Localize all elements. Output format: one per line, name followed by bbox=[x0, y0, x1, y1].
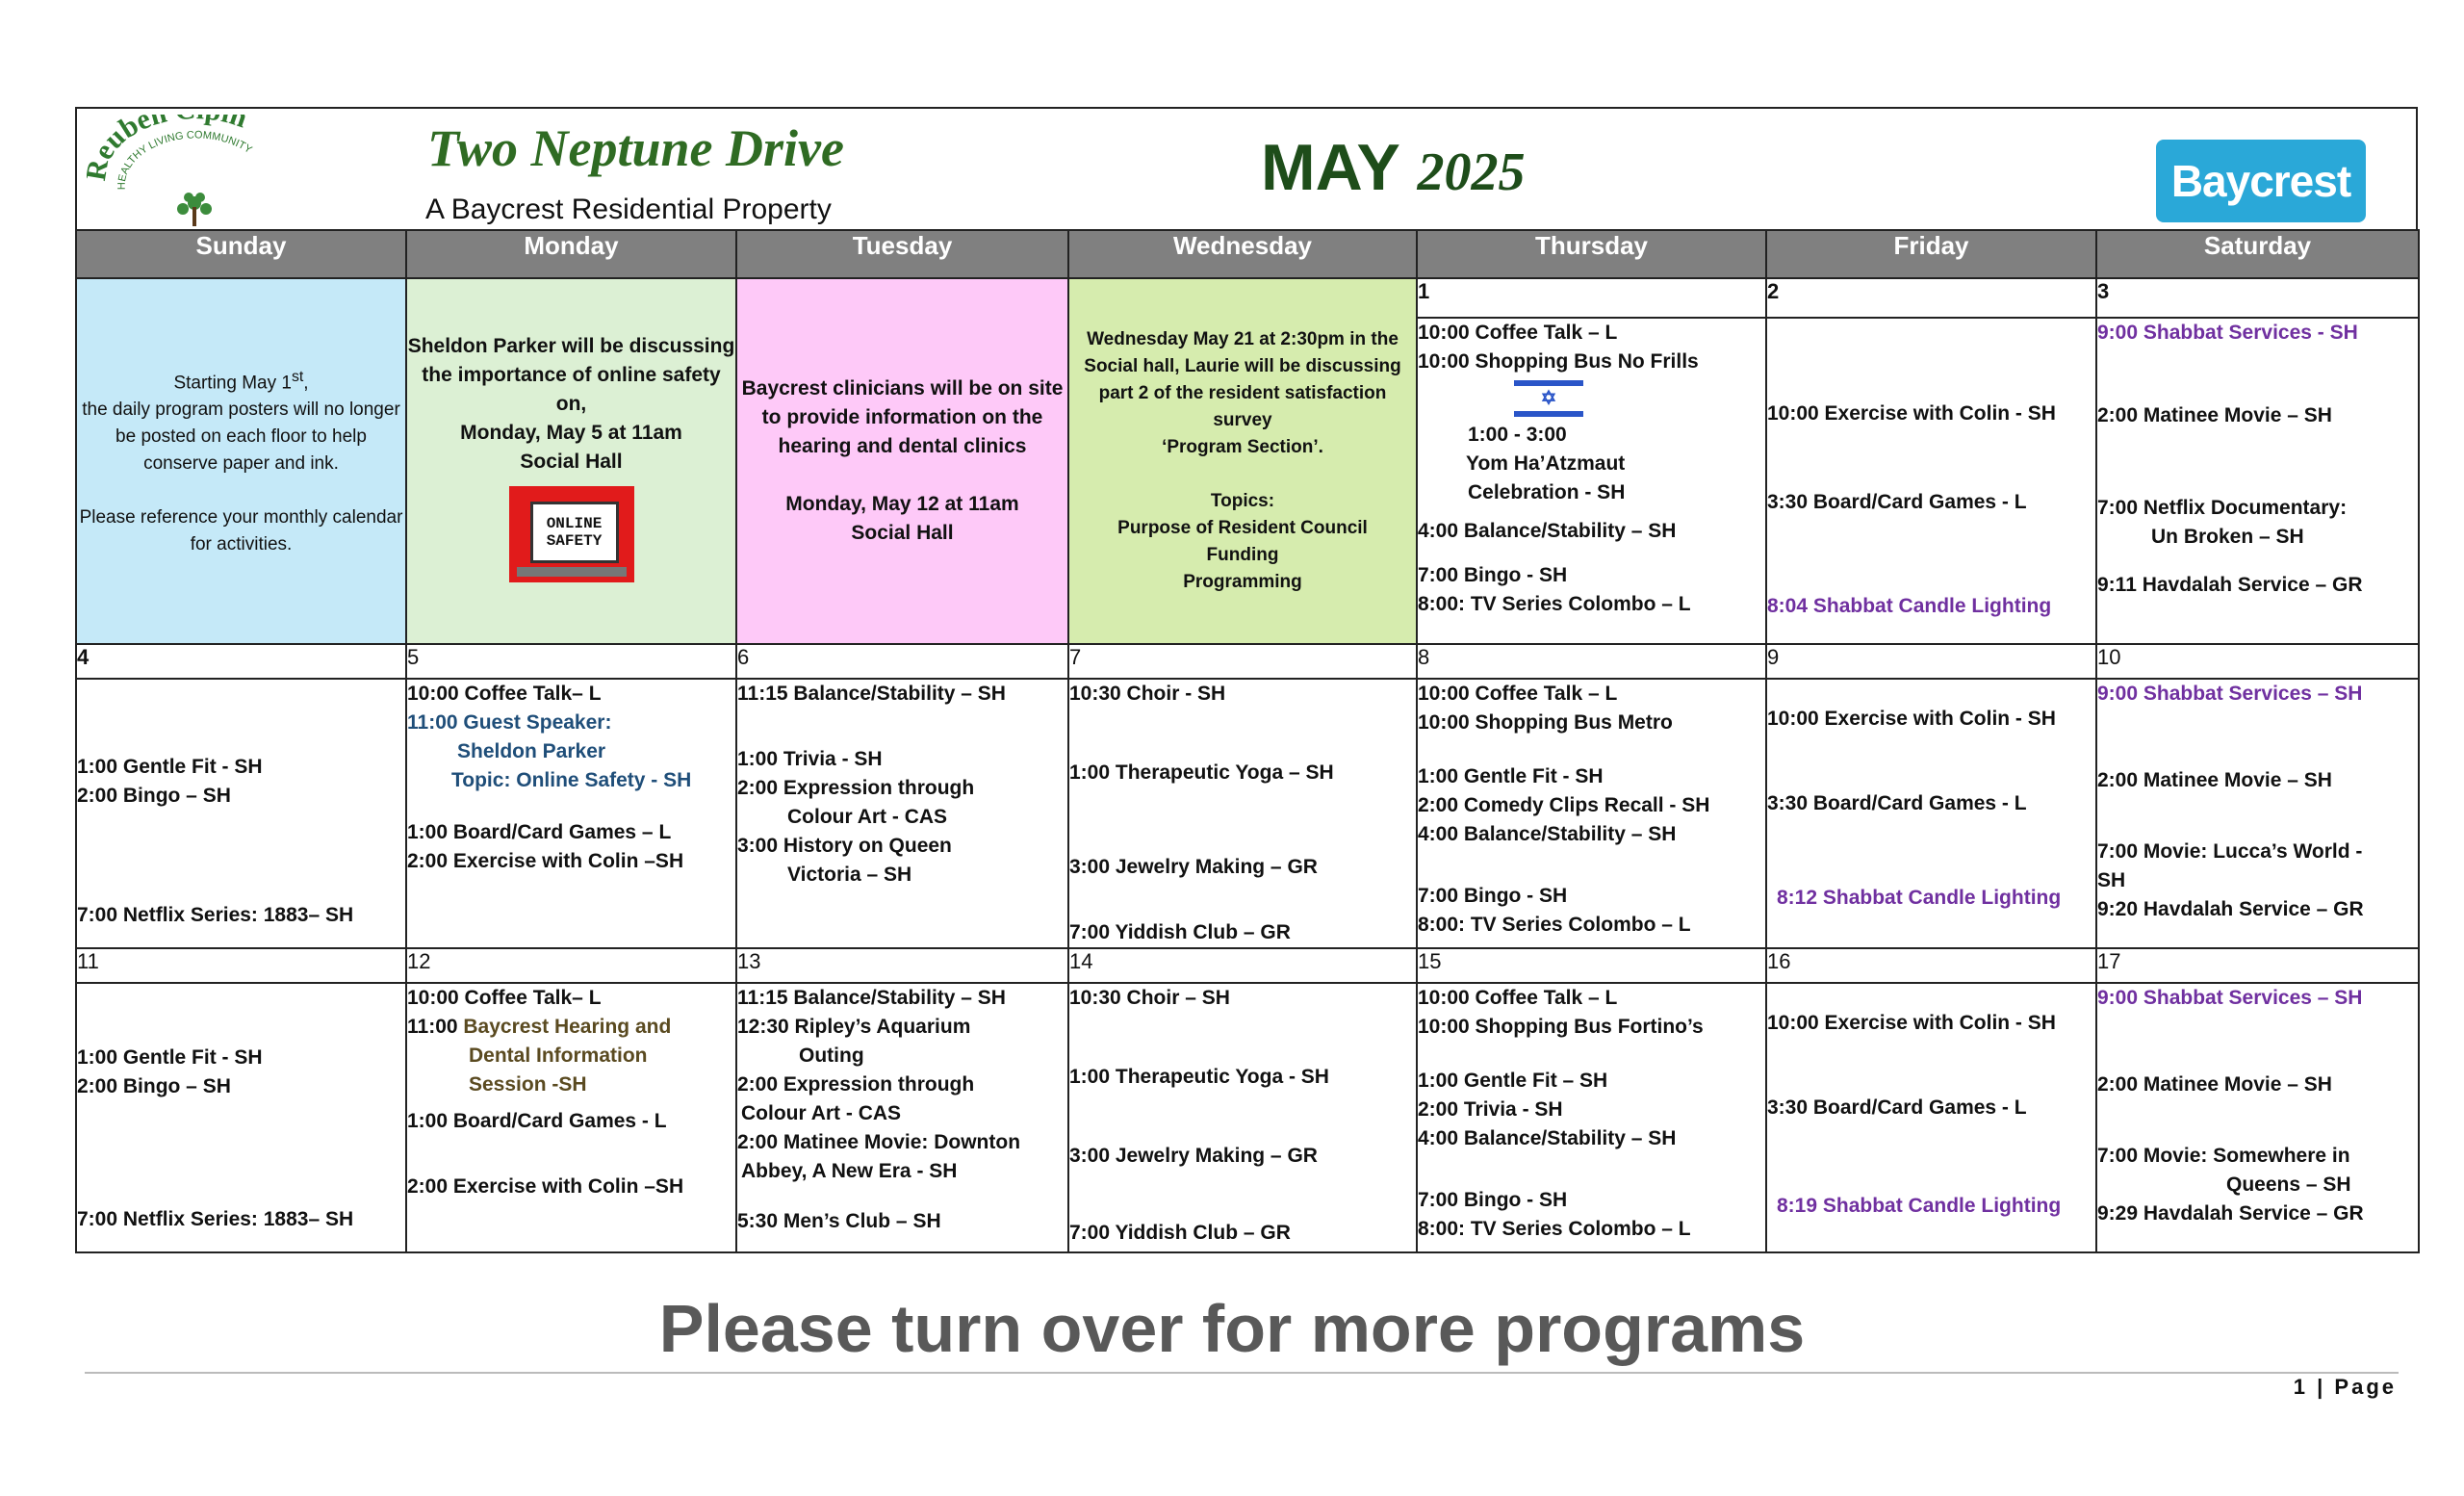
event: 7:00 Yiddish Club – GR bbox=[1069, 1222, 1291, 1244]
event: 8:04 Shabbat Candle Lighting bbox=[1767, 595, 2052, 618]
event: 3:00 Jewelry Making – GR bbox=[1069, 1145, 1318, 1167]
event: Topic: Online Safety - SH bbox=[451, 769, 692, 791]
event: 7:00 Bingo - SH bbox=[1418, 885, 1568, 907]
event: 11:15 Balance/Stability – SH bbox=[737, 987, 1006, 1009]
calendar-header bbox=[75, 107, 2418, 229]
event: 9:20 Havdalah Service – GR bbox=[2097, 898, 2364, 920]
event: 10:00 Shopping Bus No Frills bbox=[1418, 350, 1699, 374]
property-subtitle: A Baycrest Residential Property bbox=[425, 193, 832, 225]
event: 8:00: TV Series Colombo – L bbox=[1418, 593, 1691, 616]
event: 9:11 Havdalah Service – GR bbox=[2097, 574, 2363, 597]
calendar-page bbox=[75, 107, 2418, 1253]
events-may-6 bbox=[736, 679, 1068, 948]
event: 10:00 Exercise with Colin - SH bbox=[1767, 708, 2056, 730]
dow-saturday: Saturday bbox=[2096, 230, 2419, 278]
event: Outing bbox=[799, 1045, 864, 1067]
week2-events-row bbox=[76, 679, 2419, 948]
events-may-13 bbox=[736, 983, 1068, 1252]
baycrest-logo: Baycrest bbox=[2156, 140, 2366, 222]
notice-survey-body: Wednesday May 21 at 2:30pm in the Social hall, Laurie will be discussing part 2 of the resident satisfaction survey bbox=[1084, 329, 1401, 430]
event: 1:00 Board/Card Games – L bbox=[407, 821, 672, 843]
date-may-17: 17 bbox=[2096, 948, 2419, 983]
notice-posters-reference: Please reference your monthly calendar for activities. bbox=[79, 507, 403, 555]
event: 4:00 Balance/Stability – SH bbox=[1418, 520, 1677, 543]
event: 2:00 Expression through bbox=[737, 777, 975, 799]
event: 7:00 Bingo - SH bbox=[1418, 1189, 1568, 1211]
date-may-16: 16 bbox=[1766, 948, 2096, 983]
event: 3:00 Jewelry Making – GR bbox=[1069, 856, 1318, 878]
events-may-5 bbox=[406, 679, 736, 948]
notice-hearing-dental-body: Baycrest clinicians will be on site to provide information on the hearing and dental clinics bbox=[741, 377, 1064, 457]
event: 5:30 Men’s Club – SH bbox=[737, 1210, 941, 1232]
event: 7:00 Netflix Series: 1883– SH bbox=[77, 904, 354, 926]
turn-over-message: Please turn over for more programs bbox=[658, 1291, 1806, 1366]
event: 10:00 Coffee Talk– L bbox=[407, 987, 602, 1009]
date-may-10: 10 bbox=[2096, 644, 2419, 679]
events-may-17 bbox=[2096, 983, 2419, 1252]
date-may-7: 7 bbox=[1068, 644, 1417, 679]
events-may-1 bbox=[1417, 318, 1766, 644]
notice-online-safety bbox=[406, 278, 736, 644]
event: 1:00 Gentle Fit - SH bbox=[77, 756, 263, 778]
event: 9:00 Shabbat Services – SH bbox=[2097, 683, 2363, 705]
date-may-9: 9 bbox=[1766, 644, 2096, 679]
year-label: 2025 bbox=[1417, 142, 1526, 202]
event: 11:15 Balance/Stability – SH bbox=[737, 683, 1006, 705]
event: 4:00 Balance/Stability – SH bbox=[1418, 1127, 1677, 1149]
event: 1:00 Gentle Fit - SH bbox=[1418, 765, 1604, 787]
days-of-week-row bbox=[76, 230, 2419, 278]
event: 2:00 Matinee Movie – SH bbox=[2097, 769, 2332, 791]
event: 7:00 Movie: Lucca’s World - bbox=[2097, 840, 2363, 863]
event: 7:00 Netflix Documentary: bbox=[2097, 497, 2348, 520]
notice-survey-topic: Purpose of Resident Council bbox=[1117, 518, 1368, 538]
event: 7:00 Movie: Somewhere in bbox=[2097, 1145, 2350, 1167]
dow-friday: Friday bbox=[1766, 230, 2096, 278]
date-may-1: 1 bbox=[1417, 278, 1766, 318]
month-year-title bbox=[1261, 130, 1526, 205]
reuben-cipin-logo bbox=[87, 115, 298, 230]
notice-online-safety-body: Sheldon Parker will be discussing the importance of online safety on, bbox=[407, 334, 735, 415]
event: 11:00 Baycrest Hearing and bbox=[407, 1016, 672, 1038]
event: Queens – SH bbox=[2226, 1174, 2351, 1196]
event: Yom Ha’Atzmaut bbox=[1466, 452, 1626, 476]
event: 9:00 Shabbat Services - SH bbox=[2097, 322, 2358, 345]
event: Celebration - SH bbox=[1468, 481, 1626, 504]
date-may-2: 2 bbox=[1766, 278, 2096, 318]
week2-number-row bbox=[76, 644, 2419, 679]
event: 1:00 Gentle Fit – SH bbox=[1418, 1070, 1608, 1092]
event: 1:00 Trivia - SH bbox=[737, 748, 883, 770]
event: 1:00 Board/Card Games - L bbox=[407, 1110, 667, 1132]
notice-online-safety-where: Social Hall bbox=[520, 450, 623, 473]
events-may-3 bbox=[2096, 318, 2419, 644]
event: 12:30 Ripley’s Aquarium bbox=[737, 1016, 971, 1038]
event: 8:19 Shabbat Candle Lighting bbox=[1777, 1195, 2062, 1217]
events-may-8 bbox=[1417, 679, 1766, 948]
event: 4:00 Balance/Stability – SH bbox=[1418, 823, 1677, 845]
svg-text:Reuben Cipin: eube n bbox=[87, 115, 252, 166]
notice-resident-survey bbox=[1068, 278, 1417, 644]
property-title: Two Neptune Drive bbox=[427, 119, 844, 177]
events-may-7 bbox=[1068, 679, 1417, 948]
week3-number-row bbox=[76, 948, 2419, 983]
event: SH bbox=[2097, 869, 2126, 891]
dow-sunday: Sunday bbox=[76, 230, 406, 278]
events-may-2 bbox=[1766, 318, 2096, 644]
notice-online-safety-when: Monday, May 5 at 11am bbox=[460, 421, 682, 444]
date-may-5: 5 bbox=[406, 644, 736, 679]
event: 8:00: TV Series Colombo – L bbox=[1418, 1218, 1691, 1240]
notice-posters-body: the daily program posters will no longer be posted on each floor to help conserve paper and ink. bbox=[82, 400, 400, 475]
event: 10:30 Choir - SH bbox=[1069, 683, 1226, 705]
event: 1:00 Gentle Fit - SH bbox=[77, 1046, 263, 1069]
notice-survey-topics-label: Topics: bbox=[1210, 491, 1275, 511]
event: 2:00 Bingo – SH bbox=[77, 785, 231, 807]
event: 3:30 Board/Card Games - L bbox=[1767, 792, 2027, 814]
notice-hearing-dental-when: Monday, May 12 at 11am bbox=[785, 493, 1019, 515]
event: 8:00: TV Series Colombo – L bbox=[1418, 914, 1691, 936]
date-may-11: 11 bbox=[76, 948, 406, 983]
events-may-9 bbox=[1766, 679, 2096, 948]
events-may-14 bbox=[1068, 983, 1417, 1252]
event: Colour Art - CAS bbox=[787, 806, 948, 828]
event: 7:00 Yiddish Club – GR bbox=[1069, 921, 1291, 943]
event: 3:30 Board/Card Games - L bbox=[1767, 1096, 2027, 1119]
events-may-10 bbox=[2096, 679, 2419, 948]
event: Abbey, A New Era - SH bbox=[741, 1160, 958, 1182]
event: 2:00 Exercise with Colin –SH bbox=[407, 1175, 684, 1198]
event: 2:00 Trivia - SH bbox=[1418, 1098, 1563, 1121]
footer-divider bbox=[85, 1372, 2399, 1374]
date-may-4: 4 bbox=[76, 644, 406, 679]
event: 9:00 Shabbat Services – SH bbox=[2097, 987, 2363, 1009]
event: 10:30 Choir – SH bbox=[1069, 987, 1230, 1009]
event: Colour Art - CAS bbox=[741, 1102, 902, 1124]
event: 7:00 Netflix Series: 1883– SH bbox=[77, 1208, 354, 1230]
israel-flag-icon: ✡ bbox=[1514, 380, 1583, 417]
week1-number-row bbox=[76, 278, 2419, 318]
event: 1:00 - 3:00 bbox=[1468, 424, 1567, 447]
event: 2:00 Matinee Movie – SH bbox=[2097, 1073, 2332, 1096]
notice-hearing-dental-where: Social Hall bbox=[851, 522, 954, 544]
calendar-grid bbox=[75, 229, 2420, 1253]
event: 10:00 Coffee Talk – L bbox=[1418, 987, 1618, 1009]
event: 3:00 History on Queen bbox=[737, 835, 952, 857]
event: 3:30 Board/Card Games - L bbox=[1767, 491, 2027, 514]
event: 2:00 Exercise with Colin –SH bbox=[407, 850, 684, 872]
event: Victoria – SH bbox=[787, 864, 912, 886]
event: 10:00 Shopping Bus Fortino’s bbox=[1418, 1016, 1704, 1038]
event: 2:00 Matinee Movie – SH bbox=[2097, 404, 2332, 427]
date-may-15: 15 bbox=[1417, 948, 1766, 983]
event: Dental Information bbox=[469, 1045, 648, 1067]
week3-events-row bbox=[76, 983, 2419, 1252]
event: 1:00 Therapeutic Yoga – SH bbox=[1069, 761, 1334, 784]
event: 9:29 Havdalah Service – GR bbox=[2097, 1202, 2364, 1225]
date-may-6: 6 bbox=[736, 644, 1068, 679]
event: 10:00 Coffee Talk – L bbox=[1418, 683, 1618, 705]
event: 2:00 Expression through bbox=[737, 1073, 975, 1096]
month-label: MAY bbox=[1261, 131, 1399, 204]
online-safety-laptop-icon: ONLINE SAFETY bbox=[509, 486, 634, 582]
dow-thursday: Thursday bbox=[1417, 230, 1766, 278]
svg-text:HEALTHY LIVING COMMUNITY: HEALTHY LIVING COMMUNITY bbox=[116, 129, 254, 191]
dow-tuesday: Tuesday bbox=[736, 230, 1068, 278]
event: 11:00 Guest Speaker: bbox=[407, 711, 612, 734]
dow-wednesday: Wednesday bbox=[1068, 230, 1417, 278]
event: Sheldon Parker bbox=[457, 740, 606, 762]
event: 8:12 Shabbat Candle Lighting bbox=[1777, 887, 2062, 909]
page-number: 1 | Page bbox=[2293, 1375, 2397, 1399]
date-may-12: 12 bbox=[406, 948, 736, 983]
notice-survey-topic: Funding bbox=[1206, 545, 1279, 565]
event: 10:00 Coffee Talk– L bbox=[407, 683, 602, 705]
events-may-15 bbox=[1417, 983, 1766, 1252]
events-may-16 bbox=[1766, 983, 2096, 1252]
notice-survey-section: ‘Program Section’. bbox=[1162, 437, 1323, 457]
event: 10:00 Exercise with Colin - SH bbox=[1767, 1012, 2056, 1034]
tree-logo-icon bbox=[87, 115, 298, 230]
date-may-8: 8 bbox=[1417, 644, 1766, 679]
events-may-12 bbox=[406, 983, 736, 1252]
event: 2:00 Bingo – SH bbox=[77, 1075, 231, 1097]
event: Session -SH bbox=[469, 1073, 587, 1096]
events-may-11 bbox=[76, 983, 406, 1252]
date-may-3: 3 bbox=[2096, 278, 2419, 318]
date-may-14: 14 bbox=[1068, 948, 1417, 983]
event: 10:00 Shopping Bus Metro bbox=[1418, 711, 1673, 734]
event: 7:00 Bingo - SH bbox=[1418, 564, 1568, 587]
event: 1:00 Therapeutic Yoga - SH bbox=[1069, 1066, 1329, 1088]
events-may-4 bbox=[76, 679, 406, 948]
event: 2:00 Comedy Clips Recall - SH bbox=[1418, 794, 1710, 816]
notice-posters: Starting May 1st, the daily program posters will no longer be posted on each floor to help conserve paper and ink. Please reference your monthly calendar for activities. bbox=[76, 278, 406, 644]
notice-survey-topic: Programming bbox=[1183, 572, 1302, 592]
event: 10:00 Coffee Talk – L bbox=[1418, 322, 1618, 345]
event: 2:00 Matinee Movie: Downton bbox=[737, 1131, 1021, 1153]
event: Un Broken – SH bbox=[2151, 526, 2304, 549]
dow-monday: Monday bbox=[406, 230, 736, 278]
notice-hearing-dental bbox=[736, 278, 1068, 644]
event: 10:00 Exercise with Colin - SH bbox=[1767, 402, 2056, 426]
date-may-13: 13 bbox=[736, 948, 1068, 983]
